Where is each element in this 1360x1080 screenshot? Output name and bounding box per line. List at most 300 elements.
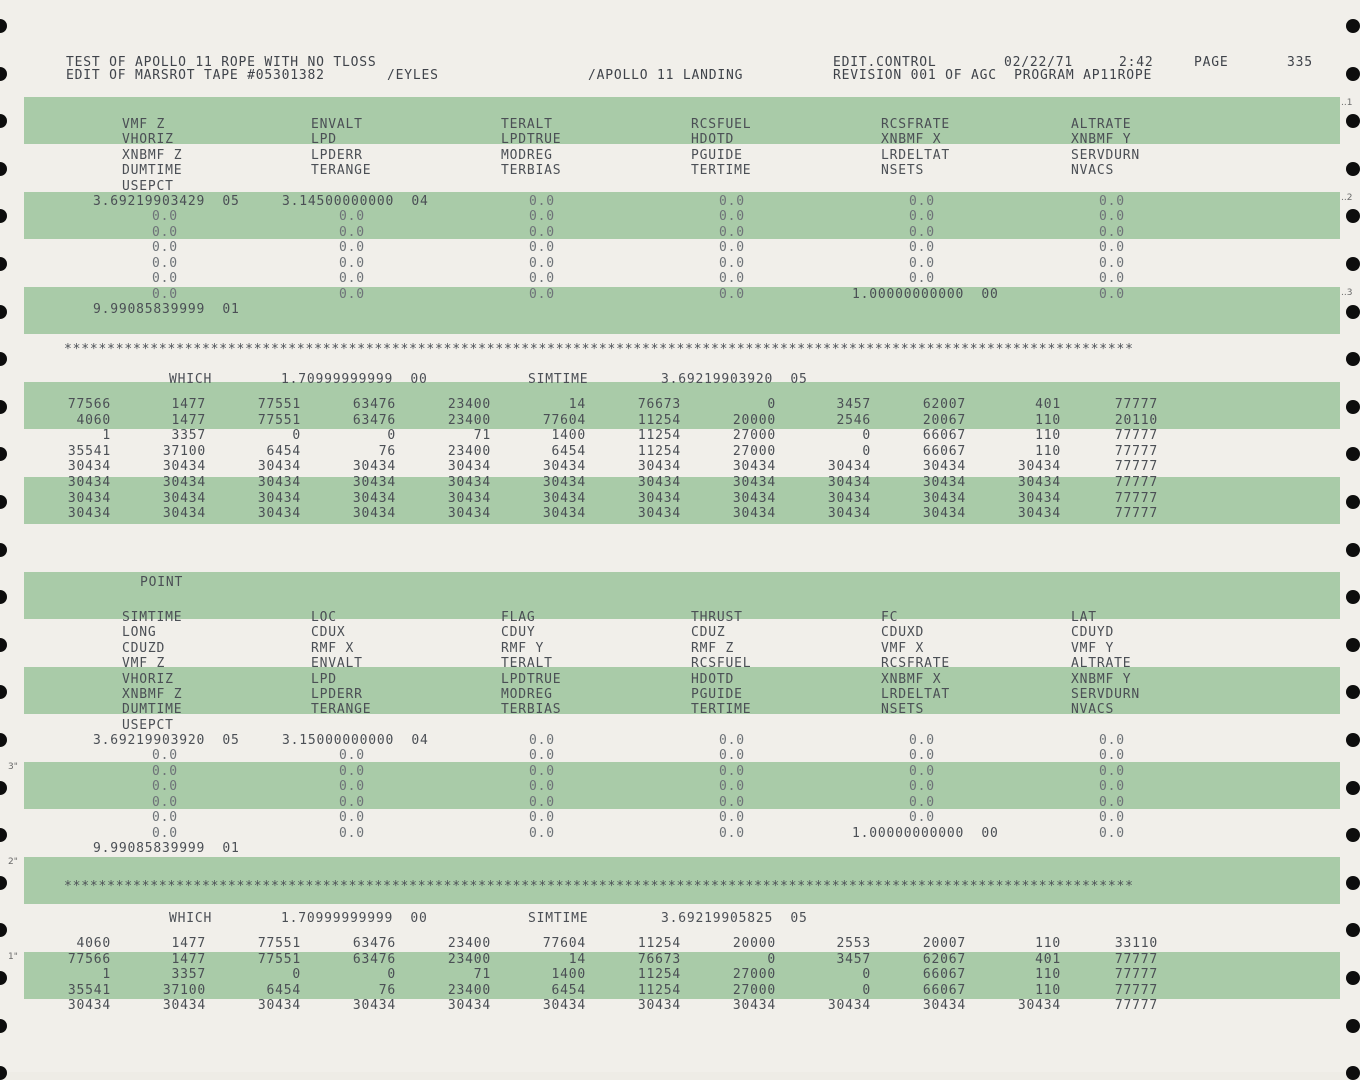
variable-label: SIMTIME [122,610,183,625]
octal-cell: 1477 [171,936,206,951]
tractor-feed-hole [0,352,7,366]
octal-cell: 77566 [67,397,111,412]
octal-cell: 30434 [637,490,681,506]
value-cell: 0.0 [909,224,935,240]
variable-label: HDOTD [691,132,735,148]
octal-cell: 77777 [1114,982,1158,998]
octal-cell: 0 [292,428,301,444]
octal-cell: 0 [862,967,871,983]
value-cell: 0.0 [1099,794,1125,810]
octal-cell: 30434 [732,506,776,522]
value-cell: 0.0 [909,193,935,209]
octal-cell: 4060 [76,936,111,951]
tractor-feed-hole [0,67,7,81]
variable-label: NSETS [881,702,925,718]
value-cell: 0.0 [152,810,178,826]
octal-cell: 66067 [922,428,966,444]
octal-cell: 77777 [1114,443,1158,459]
octal-cell: 20000 [732,936,776,951]
octal-cell: 20067 [922,412,966,428]
variable-label: LPDTRUE [501,132,562,148]
octal-cell: 23400 [447,412,491,428]
octal-cell: 30434 [352,459,396,475]
value-cell: 0.0 [1099,193,1125,209]
octal-cell: 3357 [171,428,206,444]
value-cell: 0.0 [339,794,365,810]
value-cell: 1.00000000000 00 [852,286,999,302]
value-cell: 0.0 [719,794,745,810]
octal-cell: 1400 [551,428,586,444]
value-cell: 0.0 [719,193,745,209]
octal-cell: 77551 [257,951,301,967]
variable-label: NVACS [1071,163,1115,179]
value-cell: 0.0 [339,763,365,779]
tractor-feed-hole [0,590,7,604]
header-line2: EDIT OF MARSROT TAPE #05301382 [66,68,325,83]
octal-cell: 77777 [1114,951,1158,967]
tractor-feed-hole [1346,257,1360,271]
variable-label: LPDERR [311,147,363,163]
variable-label: SERVDURN [1071,687,1141,702]
variable-label: LONG [122,625,157,641]
variable-label: ALTRATE [1071,656,1132,672]
value-cell: 0.0 [529,825,555,841]
octal-cell: 0 [292,967,301,983]
header-line1: TEST OF APOLLO 11 ROPE WITH NO TLOSS [66,55,377,70]
value-cell: 0.0 [719,240,745,256]
octal-cell: 30434 [162,459,206,475]
octal-cell: 11254 [637,982,681,998]
octal-cell: 30434 [257,506,301,522]
variable-label: XNBMF X [881,671,942,687]
value-cell: 0.0 [152,224,178,240]
octal-cell: 30434 [162,490,206,506]
variable-label: LRDELTAT [881,687,951,702]
octal-cell: 0 [862,443,871,459]
octal-cell: 14 [568,951,586,967]
value-cell: 0.0 [339,748,365,764]
value-cell: 3.69219903920 05 [93,732,240,748]
header-edit-control: EDIT.CONTROL [833,55,937,70]
octal-cell: 0 [767,951,776,967]
value-cell: 0.0 [152,825,178,841]
octal-cell: 30434 [257,475,301,490]
octal-cell: 20110 [1114,412,1158,428]
variable-label: NSETS [881,163,925,179]
octal-cell: 30434 [922,459,966,475]
tractor-feed-hole [0,305,7,319]
octal-cell: 30434 [67,459,111,475]
tractor-feed-hole [1346,543,1360,557]
octal-cell: 30434 [542,506,586,522]
value-cell: 0.0 [1099,286,1125,302]
simtime-value: 3.69219903920 05 [661,372,808,387]
value-cell: 0.0 [719,825,745,841]
variable-label: TERALT [501,117,553,132]
octal-cell: 30434 [1017,475,1061,490]
value-cell: 0.0 [152,794,178,810]
octal-cell: 62067 [922,951,966,967]
value-cell: 0.0 [339,825,365,841]
octal-cell: 30434 [352,506,396,522]
value-cell: 0.0 [1099,732,1125,748]
tractor-feed-hole [1346,352,1360,366]
tractor-feed-hole [0,1019,7,1033]
octal-cell: 110 [1035,428,1061,444]
value-cell: 0.0 [152,748,178,764]
header-title: /APOLLO 11 LANDING [588,68,744,83]
tractor-feed-hole [0,1066,7,1080]
variable-label: THRUST [691,610,743,625]
octal-cell: 30434 [447,459,491,475]
tractor-feed-hole [0,685,7,699]
value-cell: 0.0 [909,209,935,225]
value-cell: 0.0 [719,224,745,240]
variable-label: ALTRATE [1071,117,1132,132]
octal-cell: 63476 [352,412,396,428]
value-cell: 0.0 [909,794,935,810]
value-cell: 0.0 [719,255,745,271]
variable-label: LPDERR [311,687,363,702]
octal-cell: 3457 [836,951,871,967]
variable-label: TERTIME [691,702,752,718]
octal-cell: 30434 [67,998,111,1014]
tractor-feed-hole [0,543,7,557]
octal-cell: 77777 [1114,459,1158,475]
tractor-feed-hole [1346,162,1360,176]
octal-cell: 30434 [257,459,301,475]
value-cell: 3.15000000000 04 [282,732,429,748]
variable-label: FC [881,610,899,625]
octal-cell: 14 [568,397,586,412]
octal-cell: 0 [862,428,871,444]
octal-cell: 30434 [922,998,966,1014]
octal-cell: 20000 [732,412,776,428]
value-cell: 0.0 [529,271,555,287]
variable-label: LOC [311,610,337,625]
octal-cell: 71 [473,967,491,983]
value-cell: 0.0 [909,271,935,287]
octal-cell: 6454 [551,982,586,998]
octal-cell: 30434 [732,475,776,490]
octal-cell: 30434 [1017,998,1061,1014]
value-cell: 0.0 [719,748,745,764]
value-cell: 0.0 [339,271,365,287]
green-band [24,97,1340,144]
octal-cell: 23400 [447,397,491,412]
value-cell: 0.0 [529,286,555,302]
variable-label: MODREG [501,147,553,163]
header-page-number: 335 [1287,55,1313,70]
octal-cell: 77604 [542,412,586,428]
octal-cell: 30434 [542,459,586,475]
octal-cell: 30434 [732,998,776,1014]
octal-cell: 66067 [922,443,966,459]
variable-label: ENVALT [311,656,363,672]
variable-label: RMF Z [691,640,735,656]
octal-cell: 30434 [447,506,491,522]
octal-cell: 77777 [1114,397,1158,412]
value-cell: 0.0 [719,732,745,748]
octal-cell: 77551 [257,412,301,428]
octal-cell: 3357 [171,967,206,983]
octal-cell: 30434 [542,998,586,1014]
octal-cell: 11254 [637,412,681,428]
value-cell: 0.0 [339,779,365,795]
octal-cell: 62007 [922,397,966,412]
tractor-feed-hole [1346,733,1360,747]
variable-label: VMF X [881,640,925,656]
which-label: WHICH [169,372,213,387]
variable-label: TERTIME [691,163,752,179]
value-cell: 0.0 [339,255,365,271]
value-cell: 0.0 [152,763,178,779]
octal-cell: 37100 [162,443,206,459]
octal-cell: 30434 [827,998,871,1014]
octal-cell: 20007 [922,936,966,951]
octal-cell: 0 [387,428,396,444]
octal-cell: 76673 [637,397,681,412]
value-cell: 0.0 [1099,240,1125,256]
octal-cell: 30434 [827,490,871,506]
octal-cell: 4060 [76,412,111,428]
value-cell: 0.0 [152,209,178,225]
octal-cell: 110 [1035,936,1061,951]
tractor-feed-hole [1346,828,1360,842]
variable-label: TERBIAS [501,702,562,718]
tractor-feed-hole [0,114,7,128]
octal-cell: 6454 [266,443,301,459]
value-cell: 0.0 [339,240,365,256]
tractor-feed-hole [1346,923,1360,937]
value-cell: 0.0 [529,810,555,826]
octal-cell: 0 [767,397,776,412]
variable-label: MODREG [501,687,553,702]
tractor-feed-hole [1346,781,1360,795]
octal-cell: 30434 [1017,490,1061,506]
variable-label: RCSFUEL [691,656,752,672]
octal-cell: 1 [102,967,111,983]
octal-cell: 76673 [637,951,681,967]
variable-label: CDUXD [881,625,925,641]
margin-mark: ..2 [1341,193,1353,203]
octal-cell: 1477 [171,951,206,967]
octal-cell: 30434 [637,998,681,1014]
header-page-label: PAGE [1194,55,1229,70]
value-cell: 0.0 [719,779,745,795]
variable-label: RMF Y [501,640,545,656]
octal-cell: 33110 [1114,936,1158,951]
value-cell: 0.0 [529,209,555,225]
octal-cell: 110 [1035,443,1061,459]
value-cell: 0.0 [339,810,365,826]
octal-cell: 30434 [1017,459,1061,475]
value-cell: 0.0 [909,255,935,271]
octal-cell: 66067 [922,982,966,998]
octal-cell: 30434 [732,490,776,506]
value-cell: 0.0 [1099,271,1125,287]
value-cell: 0.0 [909,748,935,764]
octal-cell: 27000 [732,428,776,444]
tractor-feed-hole [1346,971,1360,985]
octal-cell: 110 [1035,412,1061,428]
variable-label: LPD [311,671,337,687]
variable-label: DUMTIME [122,702,183,718]
variable-label: TERANGE [311,163,372,179]
which-label: WHICH [169,911,213,926]
octal-cell: 401 [1035,951,1061,967]
variable-label: HDOTD [691,671,735,687]
tractor-feed-hole [1346,305,1360,319]
green-band [24,572,1340,619]
octal-cell: 2546 [836,412,871,428]
octal-cell: 30434 [447,490,491,506]
header-time: 2:42 [1119,55,1154,70]
octal-cell: 11254 [637,443,681,459]
octal-cell: 63476 [352,936,396,951]
tractor-feed-hole [0,781,7,795]
variable-label: DUMTIME [122,163,183,179]
variable-label: CDUZ [691,625,726,641]
octal-cell: 30434 [637,506,681,522]
value-cell: 0.0 [1099,224,1125,240]
variable-label: LPD [311,132,337,148]
variable-label: XNBMF Z [122,687,183,702]
variable-label: CDUZD [122,640,166,656]
header-author: /EYLES [387,68,439,83]
octal-cell: 0 [387,967,396,983]
tractor-feed-hole [0,828,7,842]
value-cell: 0.0 [719,810,745,826]
octal-cell: 30434 [352,998,396,1014]
octal-cell: 30434 [827,475,871,490]
octal-cell: 30434 [827,459,871,475]
octal-cell: 66067 [922,967,966,983]
variable-label: RCSFRATE [881,656,951,672]
octal-cell: 30434 [162,506,206,522]
variable-label: RMF X [311,640,355,656]
margin-mark: ..1 [1341,98,1353,108]
value-cell: 9.99085839999 01 [93,302,240,318]
octal-cell: 6454 [551,443,586,459]
value-cell: 0.0 [1099,825,1125,841]
value-cell: 0.0 [529,732,555,748]
octal-cell: 77777 [1114,967,1158,983]
octal-cell: 37100 [162,982,206,998]
variable-label: PGUIDE [691,687,743,702]
octal-cell: 11254 [637,936,681,951]
octal-cell: 30434 [67,490,111,506]
variable-label: VHORIZ [122,132,174,148]
variable-label: LRDELTAT [881,147,951,163]
tractor-feed-hole [1346,685,1360,699]
octal-cell: 27000 [732,967,776,983]
octal-cell: 30434 [827,506,871,522]
simtime-label: SIMTIME [528,911,589,926]
octal-cell: 30434 [922,506,966,522]
octal-cell: 11254 [637,967,681,983]
tractor-feed-hole [0,876,7,890]
variable-label: RCSFUEL [691,117,752,132]
octal-cell: 77551 [257,936,301,951]
tractor-feed-hole [1346,209,1360,223]
tractor-feed-hole [1346,495,1360,509]
octal-cell: 30434 [447,475,491,490]
octal-cell: 77777 [1114,506,1158,522]
value-cell: 0.0 [152,779,178,795]
variable-label: RCSFRATE [881,117,951,132]
variable-label: CDUY [501,625,536,641]
variable-label: NVACS [1071,702,1115,718]
margin-mark: 3" [8,762,18,772]
octal-cell: 30434 [542,490,586,506]
usepct-label: USEPCT [122,178,174,194]
tractor-feed-hole [0,162,7,176]
value-cell: 0.0 [1099,779,1125,795]
variable-label: SERVDURN [1071,147,1141,163]
octal-cell: 23400 [447,951,491,967]
value-cell: 0.0 [529,240,555,256]
value-cell: 0.0 [152,240,178,256]
value-cell: 0.0 [719,209,745,225]
octal-cell: 30434 [352,475,396,490]
tractor-feed-hole [1346,876,1360,890]
octal-cell: 77777 [1114,998,1158,1014]
variable-label: CDUX [311,625,346,641]
tractor-feed-hole [1346,1019,1360,1033]
variable-label: FLAG [501,610,536,625]
value-cell: 0.0 [529,779,555,795]
value-cell: 0.0 [529,224,555,240]
value-cell: 0.0 [909,763,935,779]
octal-cell: 1400 [551,967,586,983]
octal-cell: 76 [378,982,396,998]
asterisk-separator: **************************************************************************************************************************** [64,342,1134,357]
octal-cell: 77777 [1114,475,1158,490]
green-band [24,762,1340,809]
tractor-feed-hole [1346,400,1360,414]
value-cell: 0.0 [1099,748,1125,764]
usepct-label: USEPCT [122,717,174,733]
value-cell: 0.0 [1099,255,1125,271]
octal-cell: 30434 [257,490,301,506]
octal-cell: 76 [378,443,396,459]
header-date: 02/22/71 [1004,55,1074,70]
octal-cell: 71 [473,428,491,444]
octal-cell: 30434 [637,475,681,490]
value-cell: 0.0 [1099,763,1125,779]
octal-cell: 30434 [67,506,111,522]
octal-cell: 30434 [922,490,966,506]
variable-label: CDUYD [1071,625,1115,641]
tractor-feed-hole [0,257,7,271]
octal-cell: 30434 [637,459,681,475]
octal-cell: 30434 [542,475,586,490]
value-cell: 3.69219903429 05 [93,193,240,209]
simtime-value: 3.69219905825 05 [661,911,808,926]
tractor-feed-hole [1346,19,1360,33]
octal-cell: 401 [1035,397,1061,412]
octal-cell: 35541 [67,982,111,998]
green-band [24,667,1340,714]
value-cell: 0.0 [909,779,935,795]
value-cell: 0.0 [339,286,365,302]
value-cell: 3.14500000000 04 [282,193,429,209]
asterisk-separator: **************************************************************************************************************************** [64,879,1134,894]
value-cell: 0.0 [152,286,178,302]
margin-mark: 2" [8,857,18,867]
value-cell: 0.0 [339,224,365,240]
